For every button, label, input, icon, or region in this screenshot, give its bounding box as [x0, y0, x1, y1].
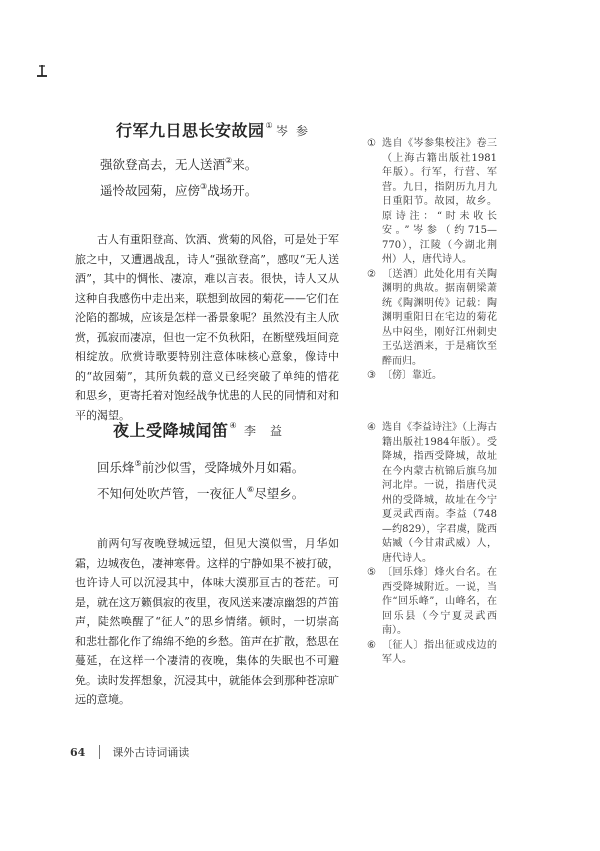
page-footer: [70, 744, 189, 760]
poem2-commentary: [75, 534, 339, 710]
poem2-title: 夜上受降城闻笛④: [113, 421, 238, 440]
footnote: ⑥ 〔征人〕指出征或戍边的军人。: [367, 639, 497, 665]
footnote: ③ 〔傍〕靠近。: [367, 370, 442, 381]
poem1-author: 岑参: [276, 124, 317, 138]
anchor-mark-icon: [36, 64, 48, 78]
poem1-commentary: [75, 230, 339, 425]
poem2-notes: [367, 421, 497, 668]
footnote: ⑤ 〔回乐烽〕烽火台名。在西受降城附近。一说，当作“回乐峰”，山峰名，在回乐县（今宁夏灵武西南）。: [367, 567, 497, 636]
book-title: 课外古诗词诵读: [112, 746, 190, 759]
poem1-notes: [367, 137, 497, 384]
footnote-ref[interactable]: ⑥: [247, 485, 255, 494]
footnote-ref[interactable]: ⑤: [134, 459, 142, 468]
poem2-body: [97, 453, 304, 505]
poem1-title: 行军九日思长安故园①: [116, 121, 274, 140]
poem-line: 遥怜故园菊，应傍③战场开。: [100, 182, 258, 198]
footnote: ① 选自《岑参集校注》卷三（上海古籍出版社1981年版）。行军，行营、军营。九日，指阴历九月九日重阳节。故园，故乡。原诗注：“时未收长安。”岑参（约715—770），江陵（今湖北荆州）人，唐代诗人。: [367, 138, 497, 265]
footnote-ref[interactable]: ①: [265, 121, 274, 130]
poem2-author: 李益: [244, 424, 297, 438]
commentary-paragraph: 古人有重阳登高、饮酒、赏菊的风俗，可是处于军旅之中，又遭遇战乱，诗人“强欲登高”，感叹“无人送酒”，其中的惆怅、凄凉，难以言表。很快，诗人又从这种自我感伤中走出来，联想到故园的菊花——它们在沦陷的都城，应该是怎样一番景象呢？虽然没有主人欣赏，孤寂而凄凉，但也一定不负秋阳，在断壁残垣间竞相绽放。欣赏诗歌要特别注意体味核心意象，像诗中的“故园菊”，其所负载的意义已经突破了单纯的惜花和思乡，更寄托着对饱经战争忧患的人民的同情和对和平的渴望。: [75, 233, 339, 422]
footer-divider: [99, 745, 100, 759]
footnote-ref[interactable]: ④: [229, 421, 238, 430]
footnote: ④ 选自《李益诗注》（上海古籍出版社1984年版）。受降城，指西受降城，故址在今内蒙古杭锦后旗乌加河北岸。一说，指唐代灵州的受降城，故址在今宁夏灵武西南。李益（748—约829），字君虞，陇西姑臧（今甘肃武威）人，唐代诗人。: [367, 422, 497, 564]
poem-line: 强欲登高去，无人送酒②来。: [100, 156, 258, 172]
footnote: ② 〔送酒〕此处化用有关陶渊明的典故。据南朝梁萧统《陶渊明传》记载：陶渊明重阳日在宅边的菊花丛中闷坐，刚好江州刺史王弘送酒来，于是痛饮至醉而归。: [367, 268, 497, 367]
poem-line: 回乐烽⑤前沙似雪，受降城外月如霜。: [97, 459, 305, 475]
poem1-body: [100, 150, 257, 202]
poem-line: 不知何处吹芦管，一夜征人⑥尽望乡。: [97, 485, 305, 501]
commentary-paragraph: 前两句写夜晚登城远望，但见大漠似雪，月华如霜，边城夜色，凄神寒骨。这样的宁静如果不被打破，也许诗人可以沉浸其中，体味大漠那亘古的苍茫。可是，就在这万籁俱寂的夜里，夜风送来凄凉幽怨的芦笛声，陡然唤醒了“征人”的思乡情绪。顿时，一切崇高和悲壮都化作了绵绵不绝的乡愁。笛声在扩散，愁思在蔓延，在这样一个凄清的夜晚，集体的失眠也不可避免。读时发挥想象，沉浸其中，就能体会到那种苍凉旷远的意境。: [75, 537, 339, 706]
footnote-ref[interactable]: ②: [225, 156, 233, 165]
page-number: 64: [70, 745, 86, 759]
footnote-ref[interactable]: ③: [200, 182, 208, 191]
